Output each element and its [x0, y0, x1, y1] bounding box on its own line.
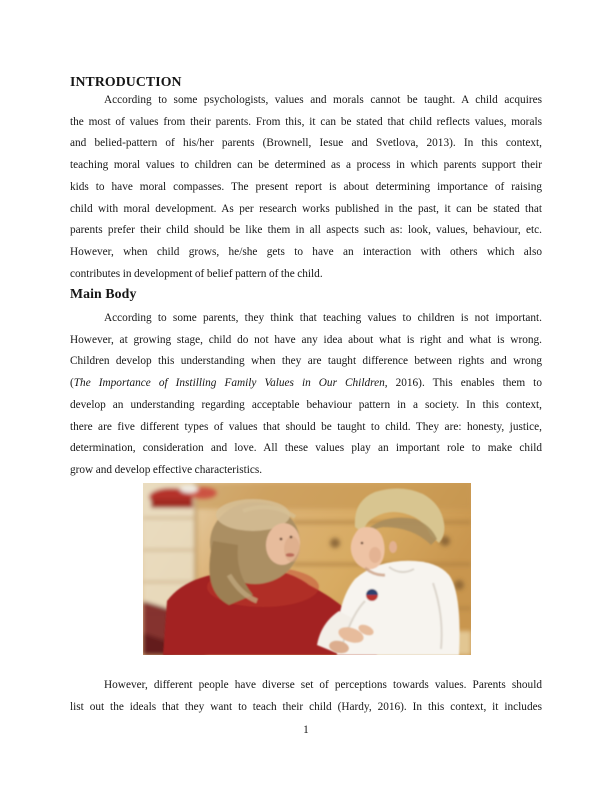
text-line: and belied-pattern of his/her parents (Brownell, Iesue and Svetlova, 2013). In this context,	[70, 137, 542, 150]
text-line: determination, consideration and love. All these values play an important role to make child	[70, 442, 542, 455]
text-line: (The Importance of Instilling Family Values in Our Children, 2016). This enables them to	[70, 377, 542, 390]
text-line: However, at growing stage, child do not have any idea about what is right and what is wrong.	[70, 333, 542, 346]
main-body-paragraph-2	[70, 675, 542, 718]
text-line: contributes in development of belief pattern of the child.	[70, 267, 323, 280]
text-line: Children develop this understanding when they are taught difference between rights and wrong	[70, 355, 542, 368]
boy-eye	[361, 542, 364, 545]
text-line: child with moral development. As per research works published in the past, it can be stated that	[70, 202, 542, 215]
family-values-photo-image	[143, 483, 471, 655]
introduction-heading: INTRODUCTION	[70, 74, 182, 89]
main-body-paragraph-1	[70, 308, 542, 482]
woman-eye	[280, 538, 283, 541]
text-line: list out the ideals that they want to teach their child (Hardy, 2016). In this context, it includes	[70, 700, 542, 713]
text-line: According to some parents, they think that teaching values to children is not important.	[104, 312, 542, 324]
text-line: develop an understanding regarding acceptable behaviour pattern in a society. In this context,	[70, 398, 542, 411]
main-body-heading: Main Body	[70, 286, 137, 301]
text-line: kids to have moral compasses. The present report is about determining importance of raising	[70, 180, 542, 193]
text-line: According to some psychologists, values and morals cannot be taught. A child acquires	[104, 94, 542, 106]
text-line: parents prefer their child should be like them in all aspects such as: look, values, behaviour, etc.	[70, 224, 542, 237]
woman-eye	[290, 536, 293, 539]
boy-ear	[389, 541, 397, 553]
page-number: 1	[303, 724, 309, 736]
family-photo-illustration	[143, 483, 471, 655]
text-line: teaching moral values to children can be determined as a process in which parents support their	[70, 159, 542, 172]
text-line: there are five different types of values that should be taught to child. They are: honesty, justice,	[70, 420, 542, 433]
drawer-knob	[454, 580, 464, 590]
text-line: grow and develop effective characteristics.	[70, 464, 263, 477]
drawer-knob	[330, 538, 340, 548]
text-line: However, different people have diverse set of perceptions towards values. Parents should	[104, 679, 542, 691]
text-line: the most of values from their parents. From this, it can be stated that child reflects values, morals	[70, 115, 542, 128]
woman-mouth	[286, 553, 295, 557]
introduction-paragraph	[70, 90, 542, 285]
text-line: However, when child grows, he/she gets to have an interaction with others which also	[70, 246, 542, 259]
